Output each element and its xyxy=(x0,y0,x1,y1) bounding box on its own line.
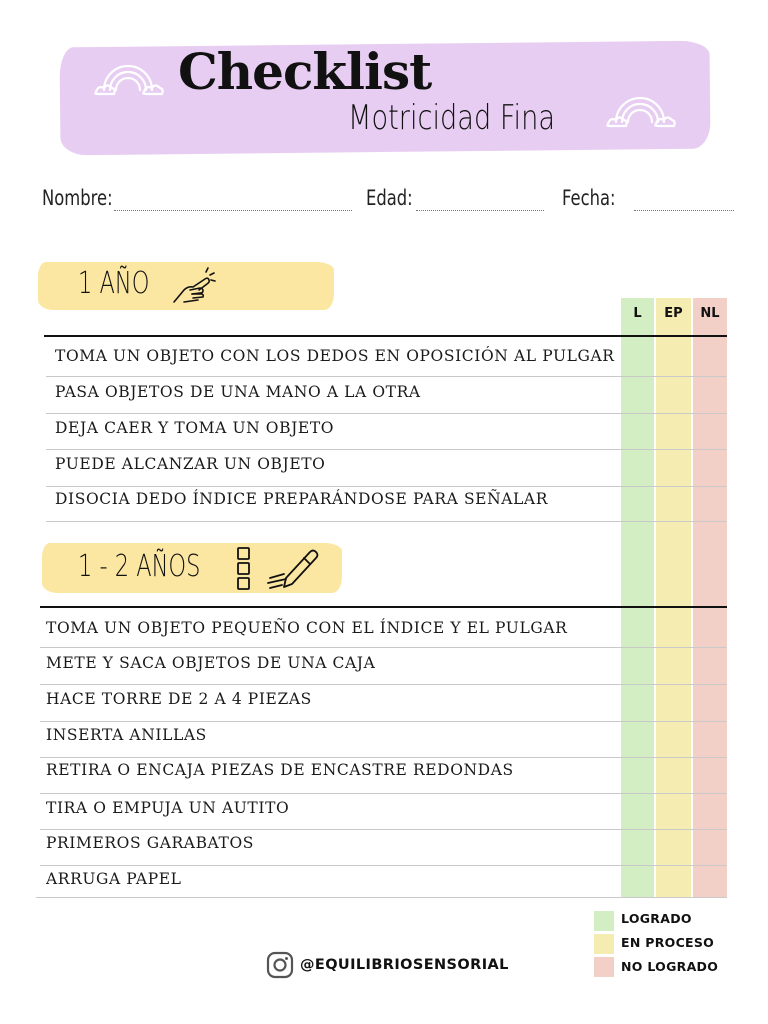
column-logrado xyxy=(621,298,654,898)
row-divider xyxy=(40,865,727,866)
section-title: 1 AÑO xyxy=(78,266,150,301)
column-no-logrado xyxy=(693,298,727,898)
list-item: METE Y SACA OBJETOS DE UNA CAJA xyxy=(46,654,376,672)
age-label: Edad: xyxy=(366,186,413,210)
legend-swatch-no-logrado xyxy=(594,957,614,977)
name-label: Nombre: xyxy=(42,186,113,210)
legend-label-no-logrado: NO LOGRADO xyxy=(621,959,719,974)
row-divider xyxy=(40,647,727,648)
row-divider xyxy=(40,684,727,685)
row-divider xyxy=(40,829,727,830)
column-header-nl: NL xyxy=(700,306,720,321)
hand-snap-icon xyxy=(170,266,216,308)
column-header-ep: EP xyxy=(664,306,683,321)
row-divider xyxy=(40,757,727,758)
rainbow-icon xyxy=(92,58,164,100)
row-divider xyxy=(46,376,727,377)
page-title: Checklist xyxy=(178,42,432,101)
name-field[interactable] xyxy=(114,210,352,211)
age-field[interactable] xyxy=(416,210,544,211)
page-subtitle: Motricidad Fina xyxy=(348,98,556,138)
rainbow-icon xyxy=(604,90,676,132)
instagram-handle[interactable]: @EQUILIBRIOSENSORIAL xyxy=(300,957,509,973)
column-en-proceso xyxy=(656,298,691,898)
legend-swatch-logrado xyxy=(594,911,614,931)
row-divider xyxy=(36,897,727,898)
instagram-icon[interactable] xyxy=(266,951,294,979)
row-divider xyxy=(46,449,727,450)
list-item: DEJA CAER Y TOMA UN OBJETO xyxy=(55,419,335,437)
date-field[interactable] xyxy=(634,210,734,211)
list-item: HACE TORRE DE 2 A 4 PIEZAS xyxy=(46,690,312,708)
section-divider xyxy=(44,335,727,337)
checkbox-pencil-icon xyxy=(234,544,320,592)
list-item: DISOCIA DEDO ÍNDICE PREPARÁNDOSE PARA SEÑALAR xyxy=(55,490,548,508)
list-item: PRIMEROS GARABATOS xyxy=(46,834,254,852)
list-item: PASA OBJETOS DE UNA MANO A LA OTRA xyxy=(55,383,421,401)
row-divider xyxy=(40,721,727,722)
date-label: Fecha: xyxy=(562,186,616,210)
row-divider xyxy=(46,413,727,414)
list-item: TOMA UN OBJETO PEQUEÑO CON EL ÍNDICE Y EL PULGAR xyxy=(46,619,568,637)
legend-label-logrado: LOGRADO xyxy=(621,911,692,926)
row-divider xyxy=(46,521,727,522)
section-title: 1 - 2 AÑOS xyxy=(78,549,201,584)
legend-swatch-en-proceso xyxy=(594,934,614,954)
section-divider xyxy=(40,606,727,608)
row-divider xyxy=(46,486,727,487)
list-item: RETIRA O ENCAJA PIEZAS DE ENCASTRE REDONDAS xyxy=(46,761,514,779)
column-header-l: L xyxy=(633,306,642,321)
list-item: INSERTA ANILLAS xyxy=(46,726,207,744)
legend-label-en-proceso: EN PROCESO xyxy=(621,935,715,950)
list-item: ARRUGA PAPEL xyxy=(46,870,182,888)
list-item: TIRA O EMPUJA UN AUTITO xyxy=(46,799,290,817)
list-item: TOMA UN OBJETO CON LOS DEDOS EN OPOSICIÓN AL PULGAR xyxy=(55,347,615,365)
list-item: PUEDE ALCANZAR UN OBJETO xyxy=(55,455,326,473)
row-divider xyxy=(40,793,727,794)
